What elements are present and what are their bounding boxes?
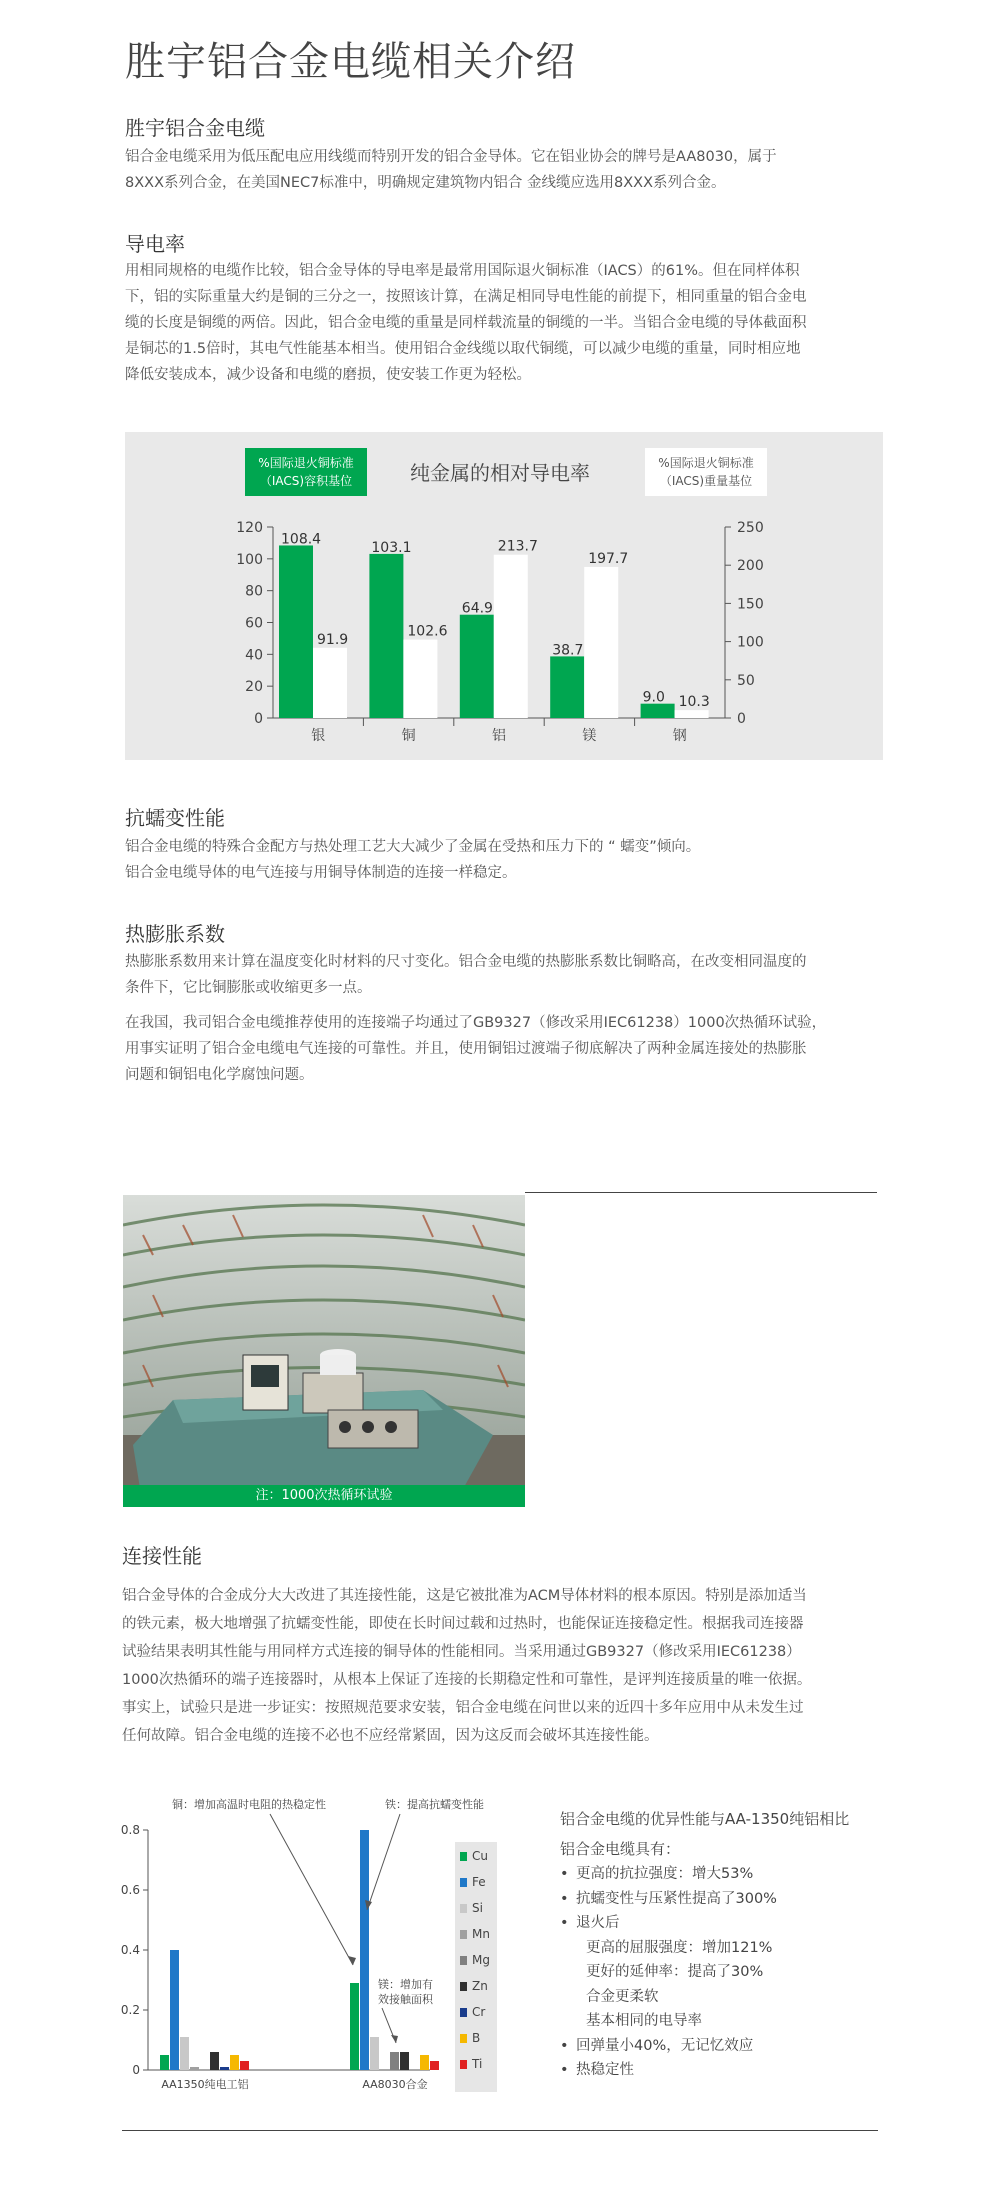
bar-label-volume: 38.7 — [552, 642, 584, 659]
benefit-item: • 退火后 — [560, 1911, 777, 1936]
left-tick-label: 40 — [245, 647, 263, 664]
bar-label-weight: 197.7 — [588, 550, 629, 567]
category-label: 铝 — [492, 728, 506, 744]
bar-label-volume: 103.1 — [371, 539, 412, 556]
bar-mg — [390, 2052, 399, 2070]
bar-cu — [350, 1983, 359, 2070]
bar-zn — [400, 2052, 409, 2070]
section-text-expansion-2: 在我国，我司铝合金电缆推荐使用的连接端子均通过了GB9327（修改采用IEC61238）1000次热循环试验， 用事实证明了铝合金电缆电气连接的可靠性。并且，使用铜铝过渡端子彻底解决了两种金属连接处的热膨胀 问题和铜铝电化学腐蚀问题。 — [125, 1015, 827, 1083]
y-tick-label: 0 — [132, 2063, 140, 2077]
bar-label-weight: 102.6 — [407, 623, 448, 640]
bar-si — [370, 2037, 379, 2070]
right-tick-label: 250 — [737, 520, 764, 536]
category-label: 银 — [311, 728, 326, 744]
bar-cr — [220, 2067, 229, 2070]
section-text-expansion: 热膨胀系数用来计算在温度变化时材料的尺寸变化。铝合金电缆的热膨胀系数比铜略高，在改变相同温度的 条件下，它比铜膨胀或收缩更多一点。 — [125, 954, 807, 996]
bar-weight-basis — [403, 640, 437, 718]
chart-title: 纯金属的相对导电率 — [410, 461, 590, 485]
legend-label: B — [472, 2031, 481, 2045]
y-tick-label: 0.2 — [120, 2003, 140, 2017]
legend-label: Zn — [472, 1979, 488, 1993]
bar-volume-basis — [550, 656, 584, 718]
annotation-mg-2: 效接触面积 — [378, 1993, 433, 2006]
bar-volume-basis — [460, 615, 494, 718]
benefit-item: • 热稳定性 — [560, 2058, 777, 2083]
legend-swatch — [460, 1904, 467, 1913]
benefits-list — [560, 1862, 777, 2083]
photo-top-rule — [525, 1192, 877, 1193]
section-text-cable: 铝合金电缆采用为低压配电应用线缆而特别开发的铝合金导体。它在铝业协会的牌号是AA8030，属于 8XXX系列合金，在美国NEC7标准中，明确规定建筑物内铝合 金线缆应选用8XXX系列合金。 — [125, 149, 777, 191]
legend-volume-basis: %国际退火铜标准 （IACS)容积基位 — [245, 448, 367, 496]
benefit-item: 更高的屈服强度：增加121% — [586, 1939, 773, 1956]
annotation-arrow-cu — [270, 1814, 353, 1965]
benefit-item: 更好的延伸率：提高了30% — [586, 1964, 764, 1980]
legend-label: Fe — [472, 1875, 486, 1889]
bar-label-volume: 108.4 — [281, 531, 322, 548]
legend-swatch — [460, 1878, 467, 1887]
left-tick-label: 100 — [236, 551, 263, 568]
legend-swatch — [460, 1956, 467, 1965]
bar-b — [420, 2055, 429, 2070]
right-tick-label: 200 — [737, 558, 764, 575]
alloy-composition-chart — [110, 1790, 550, 2120]
section-text-creep: 铝合金电缆的特殊合金配方与热处理工艺大大减少了金属在受热和压力下的 “ 蠕变”倾向。 铝合金电缆导体的电气连接与用铜导体制造的连接一样稳定。 — [125, 839, 701, 881]
annotation-fe: 铁：提高抗蠕变性能 — [385, 1798, 484, 1811]
y-tick-label: 0.6 — [120, 1883, 140, 1897]
legend-swatch — [460, 1852, 467, 1861]
bar-label-weight: 213.7 — [497, 538, 538, 555]
photo-caption: 注：1000次热循环试验 — [123, 1485, 525, 1507]
annotation-mg-1: 镁：增加有 — [378, 1978, 433, 1991]
bottom-rule — [122, 2130, 878, 2131]
legend-label: Si — [472, 1901, 483, 1915]
category-label: 铜 — [401, 728, 416, 744]
bar-label-volume: 64.9 — [461, 600, 493, 617]
bar-weight-basis — [494, 555, 528, 718]
bar-label-volume: 9.0 — [642, 689, 665, 706]
legend-swatch — [460, 1930, 467, 1939]
section-heading-cable: 胜宇铝合金电缆 — [125, 116, 265, 140]
bar-si — [180, 2037, 189, 2070]
right-tick-label: 100 — [737, 634, 764, 651]
page-title: 胜宇铝合金电缆相关介绍 — [125, 39, 576, 85]
category-label: 镁 — [582, 728, 597, 744]
category-label: AA1350纯电工铝 — [161, 2078, 249, 2091]
section-text-connection: 铝合金导体的合金成分大大改进了其连接性能，这是它被批准为ACM导体材料的根本原因。特别是添加适当 的铁元素，极大地增强了抗蠕变性能，即使在长时间过载和过热时，也能保证连接稳定性。根据我司连接器 试验结果表明其性能与用同样方式连接的铜导体的性能相同。当采用通过GB9327（修改采用IEC61238） 1000次热循环的端子连接器时，从根本上保证了连接的长期稳定性和可靠性，是评判连接质量的唯一依据。 事实上，试验只是进一步证实：按照规范要求安装，铝合金电缆在问世以来的近四十多年应用中从未发生过 任何故障。铝合金电缆的连接不必也不应经常紧固，因为这反而会破坏其连接性能。 — [122, 1588, 812, 1744]
annotation-cu: 铜：增加高温时电阻的热稳定性 — [172, 1798, 326, 1811]
bar-fe — [170, 1950, 179, 2070]
legend-label: Cu — [472, 1849, 488, 1863]
section-heading-creep: 抗蠕变性能 — [125, 806, 225, 830]
benefit-item: 基本相同的电导率 — [586, 2013, 702, 2029]
bar-volume-basis — [279, 545, 313, 718]
test-lab-photo — [123, 1195, 525, 1507]
bar-label-weight: 10.3 — [678, 694, 710, 711]
bar-ti — [430, 2061, 439, 2070]
legend-weight-basis: %国际退火铜标准 （IACS)重量基位 — [645, 448, 767, 496]
benefit-item: • 抗蠕变性与压紧性提高了300% — [560, 1887, 777, 1912]
category-label: 钢 — [672, 728, 687, 744]
bar-mn — [190, 2067, 199, 2070]
bar-ti — [240, 2061, 249, 2070]
bar-weight-basis — [584, 567, 618, 718]
section-heading-connection: 连接性能 — [122, 1544, 202, 1568]
bar-weight-basis — [675, 710, 709, 718]
benefits-subtitle: 铝合金电缆具有： — [560, 1840, 681, 1858]
legend-swatch — [460, 2060, 467, 2069]
category-label: AA8030合金 — [362, 2078, 428, 2091]
bar-weight-basis — [313, 648, 347, 718]
left-tick-label: 60 — [245, 615, 263, 632]
benefit-item: 合金更柔软 — [586, 1988, 659, 2005]
arrowhead-mg — [391, 2035, 398, 2043]
annotation-arrow-fe — [367, 1814, 400, 1910]
legend-label: Cr — [472, 2005, 486, 2019]
benefits-title: 铝合金电缆的优异性能与AA-1350纯铝相比 — [560, 1810, 850, 1828]
legend-label: Mg — [472, 1953, 490, 1967]
benefit-item: • 回弹量小40%，无记忆效应 — [560, 2034, 777, 2059]
bar-zn — [210, 2052, 219, 2070]
bar-label-weight: 91.9 — [317, 631, 349, 648]
bar-fe — [360, 1830, 369, 2070]
section-text-conductivity: 用相同规格的电缆作比较，铝合金导体的导电率是最常用国际退火铜标准（IACS）的61%。但在同样体积 下，铝的实际重量大约是铜的三分之一，按照该计算，在满足相同导电性能的前提下，相同重量的铝合金电 缆的长度是铜缆的两倍。因此，铝合金电缆的重量是同样载流量的铜缆的一半。当铝合金电缆的导体截面积 是铜芯的1.5倍时，其电气性能基本相当。使用铝合金线缆以取代铜缆，可以减少电缆的重量，同时相应地 降低安装成本，减少设备和电缆的磨损，使安装工作更为轻松。 — [125, 263, 807, 383]
legend-swatch — [460, 2008, 467, 2017]
left-tick-label: 0 — [254, 711, 263, 727]
bar-b — [230, 2055, 239, 2070]
right-tick-label: 0 — [737, 711, 746, 727]
benefit-item: • 更高的抗拉强度：增大53% — [560, 1862, 777, 1887]
bar-volume-basis — [641, 704, 675, 718]
section-heading-expansion: 热膨胀系数 — [125, 922, 225, 946]
legend-swatch — [460, 1982, 467, 1991]
conductivity-bar-chart — [125, 432, 883, 760]
bar-volume-basis — [369, 554, 403, 718]
bar-cu — [160, 2055, 169, 2070]
y-tick-label: 0.8 — [120, 1823, 140, 1837]
right-tick-label: 50 — [737, 672, 755, 689]
left-tick-label: 20 — [245, 679, 263, 696]
right-tick-label: 150 — [737, 596, 764, 613]
legend-swatch — [460, 2034, 467, 2043]
section-heading-conductivity: 导电率 — [125, 232, 185, 256]
y-tick-label: 0.4 — [120, 1943, 140, 1957]
legend-label: Ti — [472, 2057, 483, 2071]
legend-label: Mn — [472, 1927, 490, 1941]
left-tick-label: 80 — [245, 583, 263, 600]
left-tick-label: 120 — [236, 520, 263, 536]
